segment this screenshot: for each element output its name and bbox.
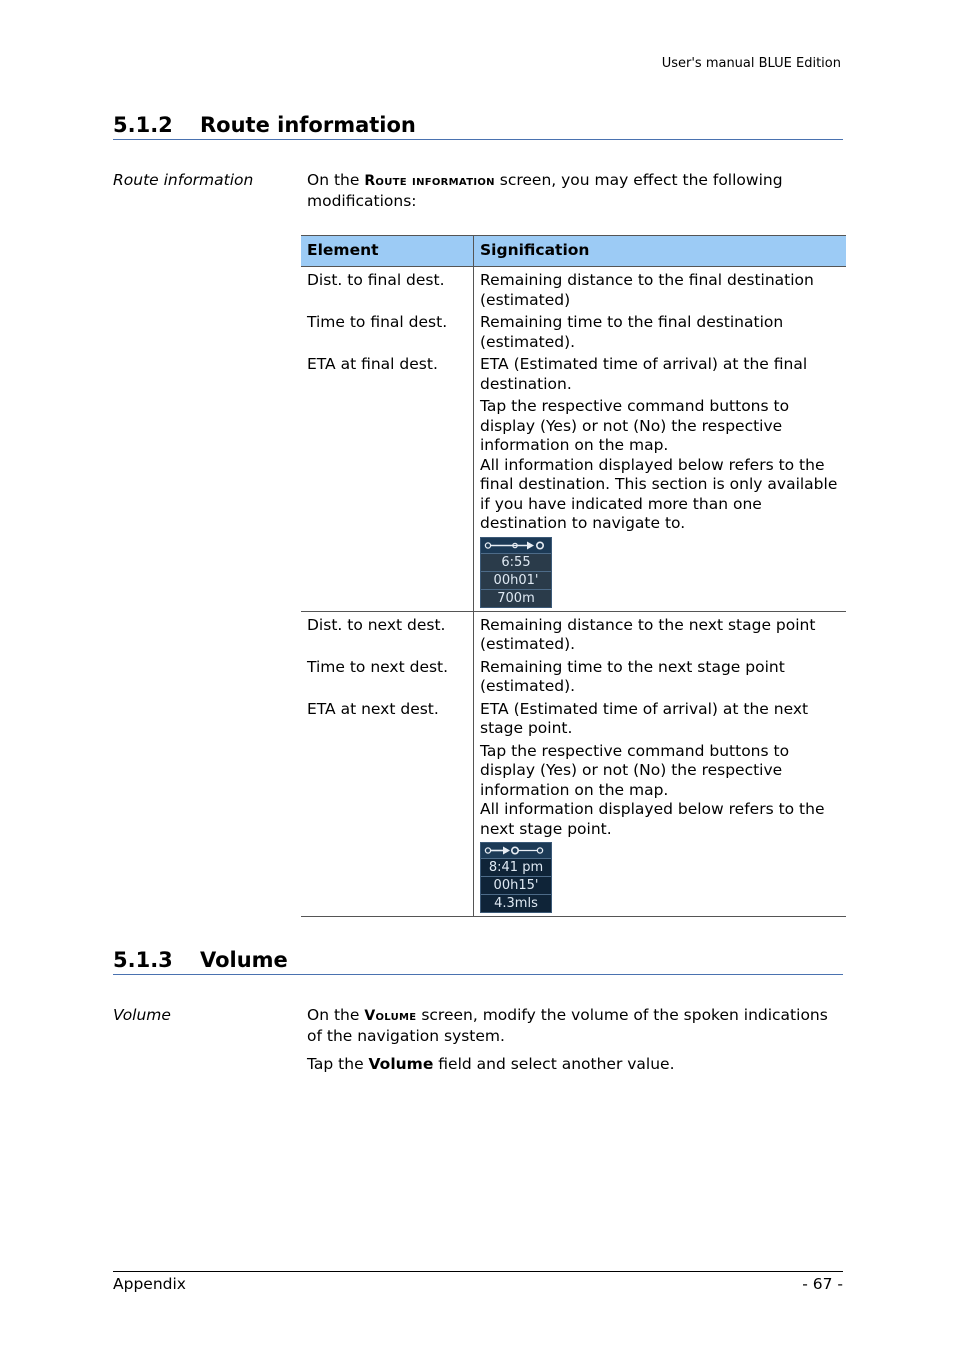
intro-text-after: screen, you may effect the following modifications: (307, 171, 783, 210)
route-to-final-icon (481, 538, 551, 554)
element-time-next: Time to next dest. (307, 657, 449, 676)
volume-field-name: Volume (368, 1055, 434, 1073)
element-cell (301, 267, 474, 612)
section-heading-volume (113, 948, 843, 975)
sig-time-next: Remaining time to the next stage point (estimated). (480, 657, 785, 695)
page-footer (113, 1271, 843, 1293)
time-final-value: 00h01' (481, 572, 551, 590)
dist-final-value: 700m (481, 590, 551, 607)
volume-screen-name: Volume (364, 1008, 417, 1024)
element-eta-final: ETA at final dest. (307, 355, 438, 373)
route-information-screen-name: Route information (364, 173, 495, 189)
volume-p2-before: Tap the (307, 1055, 369, 1073)
margin-label-route-information: Route information (113, 171, 254, 189)
element-dist-final: Dist. to final dest. (307, 271, 445, 289)
section-title: Volume (200, 948, 288, 972)
eta-final-value: 6:55 (481, 554, 551, 572)
sig-eta-next: ETA (Estimated time of arrival) at the next stage point. (480, 699, 809, 737)
sig-tap-buttons-next: Tap the respective command buttons to display (Yes) or not (No) the respective information on the map. (480, 741, 790, 799)
table-header-row (301, 236, 846, 267)
footer-chapter: Appendix (113, 1275, 186, 1293)
volume-p2-after: field and select another value. (433, 1055, 675, 1073)
sig-dist-next: Remaining distance to the next stage point (estimated). (480, 615, 816, 653)
volume-text-before: On the (307, 1006, 365, 1024)
sig-dist-final: Remaining distance to the final destination (estimated) (480, 271, 814, 309)
dist-next-value: 4.3mls (481, 895, 551, 912)
sig-eta-final: ETA (Estimated time of arrival) at the final destination. (480, 355, 808, 393)
route-intro-paragraph (307, 171, 842, 211)
column-header-element: Element (301, 236, 474, 267)
volume-paragraph-1 (307, 1006, 842, 1046)
time-next-value: 00h15' (481, 877, 551, 895)
signification-cell (474, 611, 847, 917)
running-header: User's manual BLUE Edition (661, 56, 841, 71)
sig-next-note: All information displayed below refers to the next stage point. (480, 800, 825, 838)
page-number: - 67 - (802, 1275, 843, 1293)
section-heading-route-information (113, 113, 843, 140)
table-row-next-destination (301, 611, 846, 917)
signification-cell (474, 267, 847, 612)
element-dist-next: Dist. to next dest. (307, 615, 446, 634)
sig-final-note: All information displayed below refers to the final destination. This section is only available if you have indicated more than one destination to navigate to. (480, 455, 838, 532)
element-time-final: Time to final dest. (307, 313, 448, 331)
route-to-next-icon (481, 843, 551, 859)
section-number: 5.1.3 (113, 948, 173, 972)
section-title: Route information (200, 113, 416, 137)
sig-time-final: Remaining time to the final destination (estimated). (480, 313, 784, 351)
intro-text-before: On the (307, 171, 365, 189)
volume-paragraph-2 (307, 1055, 842, 1075)
section-number: 5.1.2 (113, 113, 173, 137)
sig-tap-buttons-final: Tap the respective command buttons to display (Yes) or not (No) the respective information on the map. (480, 397, 790, 454)
element-cell (301, 611, 474, 917)
table-row-final-destination (301, 267, 846, 612)
next-stage-info-widget (480, 842, 552, 913)
route-information-table (301, 235, 846, 917)
margin-label-volume: Volume (113, 1006, 171, 1024)
eta-next-value: 8:41 pm (481, 859, 551, 877)
final-destination-info-widget (480, 537, 552, 608)
column-header-signification: Signification (474, 236, 847, 267)
element-eta-next: ETA at next dest. (307, 699, 439, 718)
volume-text-after: screen, modify the volume of the spoken indications of the navigation system. (307, 1006, 828, 1045)
